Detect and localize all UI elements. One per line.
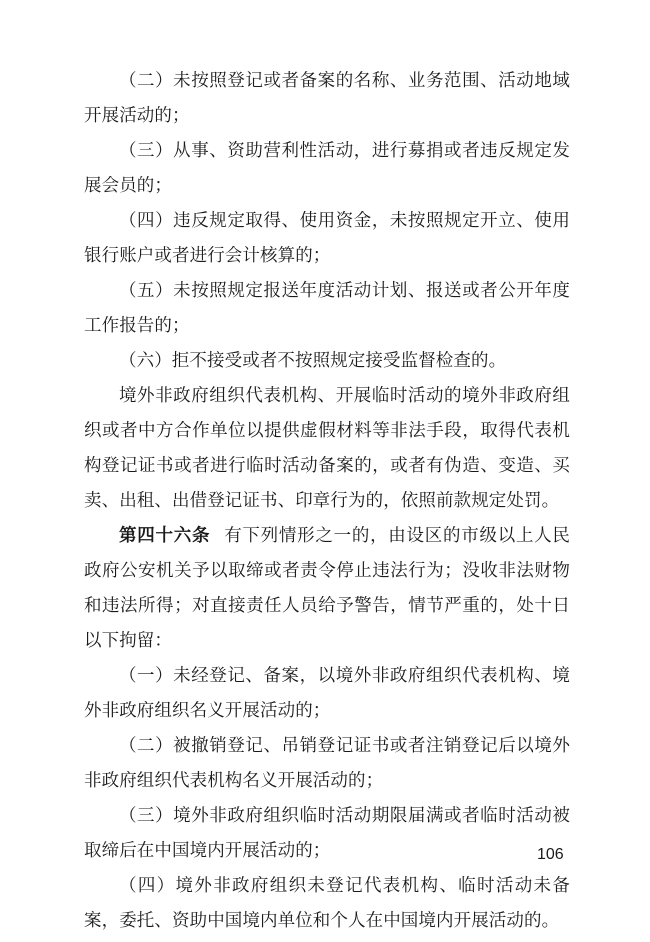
article-46-item-2: （二）被撤销登记、吊销登记证书或者注销登记后以境外非政府组织代表机构名义开展活动的； <box>84 736 570 791</box>
article-heading: 第四十六条 <box>119 526 211 546</box>
paragraph-item-4: （四）违反规定取得、使用资金，未按照规定开立、使用银行账户或者进行会计核算的； <box>84 211 570 266</box>
paragraph-item-6: （六）拒不接受或者不按照规定接受监督检查的。 <box>119 351 507 371</box>
article-text: 有下列情形之一的，由设区的市级以上人民政府公安机关予以取缔或者责令停止违法行为；没收非法财物和违法所得；对直接责任人员给予警告，情节严重的，处十日以下拘留： <box>84 526 571 651</box>
paragraph-item-5: （五）未按照规定报送年度活动计划、报送或者公开年度工作报告的； <box>84 281 570 336</box>
article-46-item-1: （一）未经登记、备案，以境外非政府组织代表机构、境外非政府组织名义开展活动的； <box>84 666 570 721</box>
page-number: 106 <box>537 846 564 863</box>
paragraph-item-3: （三）从事、资助营利性活动，进行募捐或者违反规定发展会员的； <box>84 141 570 196</box>
article-46 <box>84 519 570 659</box>
paragraph-penalty-clause: 境外非政府组织代表机构、开展临时活动的境外非政府组织或者中方合作单位以提供虚假材料等非法手段，取得代表机构登记证书或者进行临时活动备案的，或者有伪造、变造、买卖、出租、出借登记证书、印章行为的，依照前款规定处罚。 <box>84 386 570 511</box>
paragraph-item-2: （二）未按照登记或者备案的名称、业务范围、活动地域开展活动的； <box>84 71 570 126</box>
article-46-item-3: （三）境外非政府组织临时活动期限届满或者临时活动被取缔后在中国境内开展活动的； <box>84 806 570 861</box>
article-46-item-4: （四）境外非政府组织未登记代表机构、临时活动未备案，委托、资助中国境内单位和个人在中国境内开展活动的。 <box>84 876 570 931</box>
document-body <box>84 64 570 939</box>
